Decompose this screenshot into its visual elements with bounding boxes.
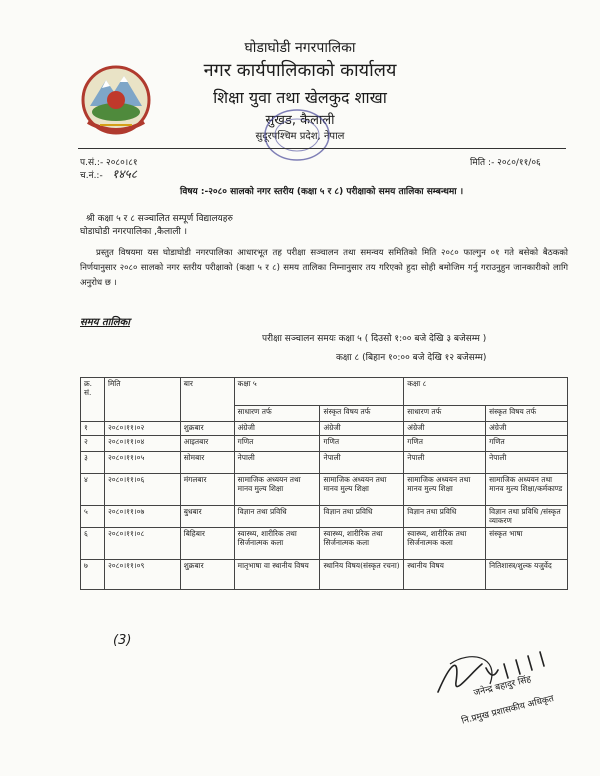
letterhead-divider bbox=[78, 148, 566, 149]
table-row bbox=[81, 560, 568, 590]
cell-day: आइतबार bbox=[180, 436, 234, 452]
cell-class8-general: गणित bbox=[404, 436, 486, 452]
cell-class8-general: स्वास्थ्य, शारीरिक तथा सिर्जनात्मक कला bbox=[404, 528, 486, 560]
cell-class5-sanskrit: अंग्रेजी bbox=[320, 422, 404, 436]
letterhead-section: शिक्षा युवा तथा खेलकुद शाखा bbox=[213, 88, 387, 107]
cell-class8-sanskrit: संस्कृत भाषा bbox=[486, 528, 568, 560]
header-class8-sanskrit: संस्कृत विषय तर्फ bbox=[486, 406, 568, 422]
cell-class5-general: सामाजिक अध्ययन तथा मानव मुल्य शिक्षा bbox=[234, 474, 320, 506]
letter-date: मिति :- २०८०/११/०६ bbox=[470, 158, 541, 168]
table-row bbox=[81, 452, 568, 474]
reference-number: प.सं.:- २०८०।८१ bbox=[80, 158, 138, 168]
dispatch-number-value: १४५८ bbox=[112, 167, 137, 181]
cell-class5-general: अंग्रेजी bbox=[234, 422, 320, 436]
header-class-8: कक्षा ८ bbox=[404, 378, 568, 406]
cell-serial: ७ bbox=[81, 560, 105, 590]
dispatch-number-label: च.नं.:- bbox=[80, 171, 103, 181]
cell-serial: ३ bbox=[81, 452, 105, 474]
cell-date: २०८०।११।०२ bbox=[104, 422, 180, 436]
cell-day: मंगलबार bbox=[180, 474, 234, 506]
header-serial: क्र. सं. bbox=[81, 378, 105, 422]
exam-schedule-table bbox=[80, 377, 568, 590]
cell-class5-sanskrit: नेपाली bbox=[320, 452, 404, 474]
signatory-name: जनेन्द्र बहादुर सिंह bbox=[472, 674, 533, 699]
header-day: बार bbox=[180, 378, 234, 422]
letterhead-location: सुखड, कैलाली bbox=[265, 113, 335, 128]
cell-class8-general: स्थानीय विषय bbox=[404, 560, 486, 590]
exam-time-line-2: कक्षा ८ (बिहान १०:०० बजे देखि १२ बजेसम्म) bbox=[336, 353, 487, 363]
header-class5-sanskrit: संस्कृत विषय तर्फ bbox=[320, 406, 404, 422]
cell-class5-general: गणित bbox=[234, 436, 320, 452]
handwritten-mark: (3) bbox=[113, 633, 132, 648]
addressee-line-2: घोडाघोडी नगरपालिका ,कैलाली । bbox=[80, 227, 188, 237]
letterhead-office: नगर कार्यपालिकाको कार्यालय bbox=[203, 60, 397, 81]
cell-serial: १ bbox=[81, 422, 105, 436]
cell-class5-sanskrit: विज्ञान तथा प्रविधि bbox=[320, 506, 404, 528]
cell-day: बिहिबार bbox=[180, 528, 234, 560]
cell-class8-sanskrit: गणित bbox=[486, 436, 568, 452]
letterhead-municipality: घोडाघोडी नगरपालिका bbox=[244, 40, 356, 56]
cell-class5-sanskrit: सामाजिक अध्ययन तथा मानव मुल्य शिक्षा bbox=[320, 474, 404, 506]
cell-class8-sanskrit: नेपाली bbox=[486, 452, 568, 474]
table-row bbox=[81, 506, 568, 528]
cell-class8-sanskrit: अंग्रेजी bbox=[486, 422, 568, 436]
header-class5-general: साधारण तर्फ bbox=[234, 406, 320, 422]
office-stamp bbox=[262, 106, 332, 164]
cell-serial: ५ bbox=[81, 506, 105, 528]
header-date: मिति bbox=[104, 378, 180, 422]
cell-class8-general: सामाजिक अध्ययन तथा मानव मुल्य शिक्षा bbox=[404, 474, 486, 506]
cell-serial: ६ bbox=[81, 528, 105, 560]
letterhead-province: सुदूरपश्चिम प्रदेश, नेपाल bbox=[255, 131, 345, 142]
cell-class5-sanskrit: गणित bbox=[320, 436, 404, 452]
cell-class5-general: स्वास्थ्य, शारीरिक तथा सिर्जनात्मक कला bbox=[234, 528, 320, 560]
cell-date: २०८०।११।०५ bbox=[104, 452, 180, 474]
table-row bbox=[81, 528, 568, 560]
cell-date: २०८०।११।०९ bbox=[104, 560, 180, 590]
table-row bbox=[81, 474, 568, 506]
cell-date: २०८०।११।०८ bbox=[104, 528, 180, 560]
cell-serial: २ bbox=[81, 436, 105, 452]
addressee-line-1: श्री कक्षा ५ र ८ सञ्चालित सम्पूर्ण विद्यालयहरु bbox=[86, 214, 233, 224]
cell-date: २०८०।११।०४ bbox=[104, 436, 180, 452]
cell-class8-general: अंग्रेजी bbox=[404, 422, 486, 436]
cell-serial: ४ bbox=[81, 474, 105, 506]
table-row bbox=[81, 436, 568, 452]
cell-class8-general: विज्ञान तथा प्रविधि bbox=[404, 506, 486, 528]
schedule-rows bbox=[81, 422, 568, 590]
cell-day: सोमबार bbox=[180, 452, 234, 474]
letter-body: प्रस्तुत विषयमा यस घोडाघोडी नगरपालिका आधारभूत तह परीक्षा सञ्चालन तथा समन्वय समितिको मिति २०८० फाल्गुन ०१ गते बसेको बैठकको निर्णयानुसार २०८० सालको नगर स्तरीय परीक्षाको (कक्षा ५ र ८) समय तालिका निम्नानुसार तय गरिएको हुदा सोही बमोजिम गर्नु गराउनुहुन जानकारीको लागि अनुरोध छ । bbox=[80, 248, 568, 288]
cell-class8-sanskrit: विज्ञान तथा प्रविधि /संस्कृत व्याकरण bbox=[486, 506, 568, 528]
cell-class5-general: नेपाली bbox=[234, 452, 320, 474]
cell-day: शुक्रबार bbox=[180, 560, 234, 590]
schedule-heading: समय तालिका bbox=[80, 317, 130, 328]
letter-subject: विषय :-२०८० सालको नगर स्तरीय (कक्षा ५ र ८) परीक्षाको समय तालिका सम्बन्धमा । bbox=[180, 187, 464, 197]
header-class-5: कक्षा ५ bbox=[234, 378, 404, 406]
exam-time-line-1: परीक्षा सञ्चालन समयः कक्षा ५ ( दिउसो १:०० बजे देखि ३ बजेसम्म ) bbox=[262, 334, 487, 344]
cell-class5-general: मातृभाषा वा स्थानीय विषय bbox=[234, 560, 320, 590]
cell-day: शुक्रबार bbox=[180, 422, 234, 436]
header-class8-general: साधारण तर्फ bbox=[404, 406, 486, 422]
cell-class8-sanskrit: नितिशास्त्र/शुल्क यजुर्वेद bbox=[486, 560, 568, 590]
cell-class5-general: विज्ञान तथा प्रविधि bbox=[234, 506, 320, 528]
table-row bbox=[81, 422, 568, 436]
cell-date: २०८०।११।०७ bbox=[104, 506, 180, 528]
signatory-title: नि.प्रमुख प्रशासकीय अधिकृत bbox=[460, 694, 556, 727]
cell-class8-general: नेपाली bbox=[404, 452, 486, 474]
cell-date: २०८०।११।०६ bbox=[104, 474, 180, 506]
cell-day: बुधबार bbox=[180, 506, 234, 528]
cell-class8-sanskrit: सामाजिक अध्ययन तथा मानव मुल्य शिक्षा/कर्मकाण्ड bbox=[486, 474, 568, 506]
cell-class5-sanskrit: स्थानिय विषय(संस्कृत रचना) bbox=[320, 560, 404, 590]
cell-class5-sanskrit: स्वास्थ्य, शारीरिक तथा सिर्जनात्मक कला bbox=[320, 528, 404, 560]
